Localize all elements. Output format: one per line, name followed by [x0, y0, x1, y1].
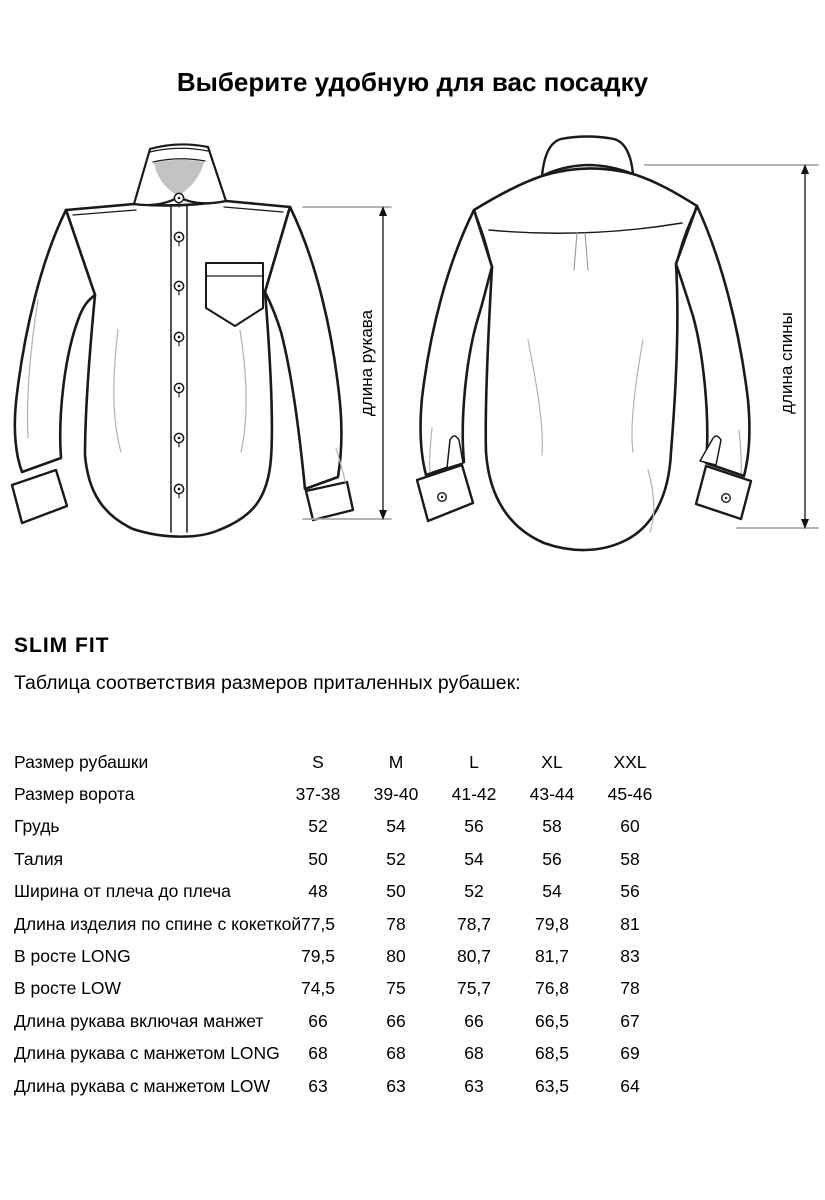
row-value: 81,7	[534, 946, 570, 967]
row-value: 66	[464, 1010, 484, 1031]
row-value: 50	[386, 881, 406, 902]
table-row	[0, 908, 670, 940]
table-row	[0, 746, 670, 778]
row-value: 76,8	[534, 978, 570, 999]
row-value: 78	[386, 913, 406, 934]
row-value: M	[388, 751, 404, 772]
row-value: 69	[620, 1043, 640, 1064]
row-label: В росте LONG	[14, 946, 131, 967]
table-caption: Таблица соответствия размеров приталенных рубашек:	[14, 671, 521, 694]
row-value: 45-46	[607, 784, 653, 805]
row-value: XL	[541, 751, 563, 772]
row-label: Длина изделия по спине с кокеткой	[14, 913, 302, 934]
table-row	[0, 778, 670, 810]
row-label: Длина рукава включая манжет	[14, 1010, 264, 1031]
row-label: Длина рукава с манжетом LONG	[14, 1043, 280, 1064]
row-value: 79,8	[534, 913, 570, 934]
table-row	[0, 1005, 670, 1037]
row-value: 77,5	[300, 913, 336, 934]
shirt-front-drawing	[12, 144, 353, 536]
row-value: 68	[386, 1043, 406, 1064]
row-value: 52	[386, 848, 406, 869]
row-value: 54	[464, 848, 484, 869]
row-value: 56	[620, 881, 640, 902]
page-title: Выберите удобную для вас посадку	[176, 67, 649, 98]
front-left-cuff	[12, 470, 67, 523]
table-row	[0, 843, 670, 875]
row-value: 60	[620, 816, 640, 837]
table-row	[0, 876, 670, 908]
row-value: 63	[308, 1075, 328, 1096]
row-value: S	[312, 751, 324, 772]
row-value: 41-42	[451, 784, 497, 805]
row-value: 66,5	[534, 1010, 570, 1031]
row-value: 66	[386, 1010, 406, 1031]
row-label: Размер рубашки	[14, 751, 149, 772]
table-row	[0, 811, 670, 843]
table-row	[0, 1038, 670, 1070]
row-value: 81	[620, 913, 640, 934]
row-value: 74,5	[300, 978, 336, 999]
row-value: 52	[308, 816, 328, 837]
row-value: 68	[464, 1043, 484, 1064]
table-row	[0, 940, 670, 972]
row-value: XXL	[613, 751, 647, 772]
row-value: 56	[464, 816, 484, 837]
size-table	[0, 746, 670, 1102]
row-label: Длина рукава с манжетом LOW	[14, 1075, 271, 1096]
row-label: В росте LOW	[14, 978, 122, 999]
row-value: 63	[464, 1075, 484, 1096]
row-value: 43-44	[529, 784, 575, 805]
row-label: Талия	[14, 848, 64, 869]
row-value: 75,7	[456, 978, 492, 999]
row-value: 52	[464, 881, 484, 902]
row-value: 54	[542, 881, 562, 902]
front-right-cuff	[306, 482, 353, 520]
row-value: 63	[386, 1075, 406, 1096]
row-value: 79,5	[300, 946, 336, 967]
row-value: 80,7	[456, 946, 492, 967]
row-value: 68,5	[534, 1043, 570, 1064]
sleeve-length-label: длина рукава	[357, 309, 376, 417]
row-value: 75	[386, 978, 406, 999]
row-value: 66	[308, 1010, 328, 1031]
row-label: Размер ворота	[14, 784, 135, 805]
back-length-label: длина спины	[777, 312, 796, 414]
row-value: 58	[620, 848, 640, 869]
row-value: 48	[308, 881, 328, 902]
row-value: 50	[308, 848, 328, 869]
table-row	[0, 1070, 670, 1102]
row-value: 67	[620, 1010, 640, 1031]
row-value: 78	[620, 978, 640, 999]
row-label: Ширина от плеча до плеча	[14, 881, 231, 902]
row-value: 56	[542, 848, 562, 869]
row-value: 39-40	[373, 784, 419, 805]
shirt-back-drawing	[417, 137, 751, 551]
row-value: 54	[386, 816, 406, 837]
row-value: 63,5	[534, 1075, 570, 1096]
row-value: 83	[620, 946, 640, 967]
row-value: 68	[308, 1043, 328, 1064]
row-value: 58	[542, 816, 562, 837]
fit-heading: SLIM FIT	[14, 634, 110, 658]
row-value: 80	[386, 946, 406, 967]
table-row	[0, 973, 670, 1005]
row-value: 37-38	[295, 784, 341, 805]
row-value: 64	[620, 1075, 640, 1096]
row-label: Грудь	[14, 816, 60, 837]
row-value: 78,7	[456, 913, 492, 934]
row-value: L	[469, 751, 479, 772]
